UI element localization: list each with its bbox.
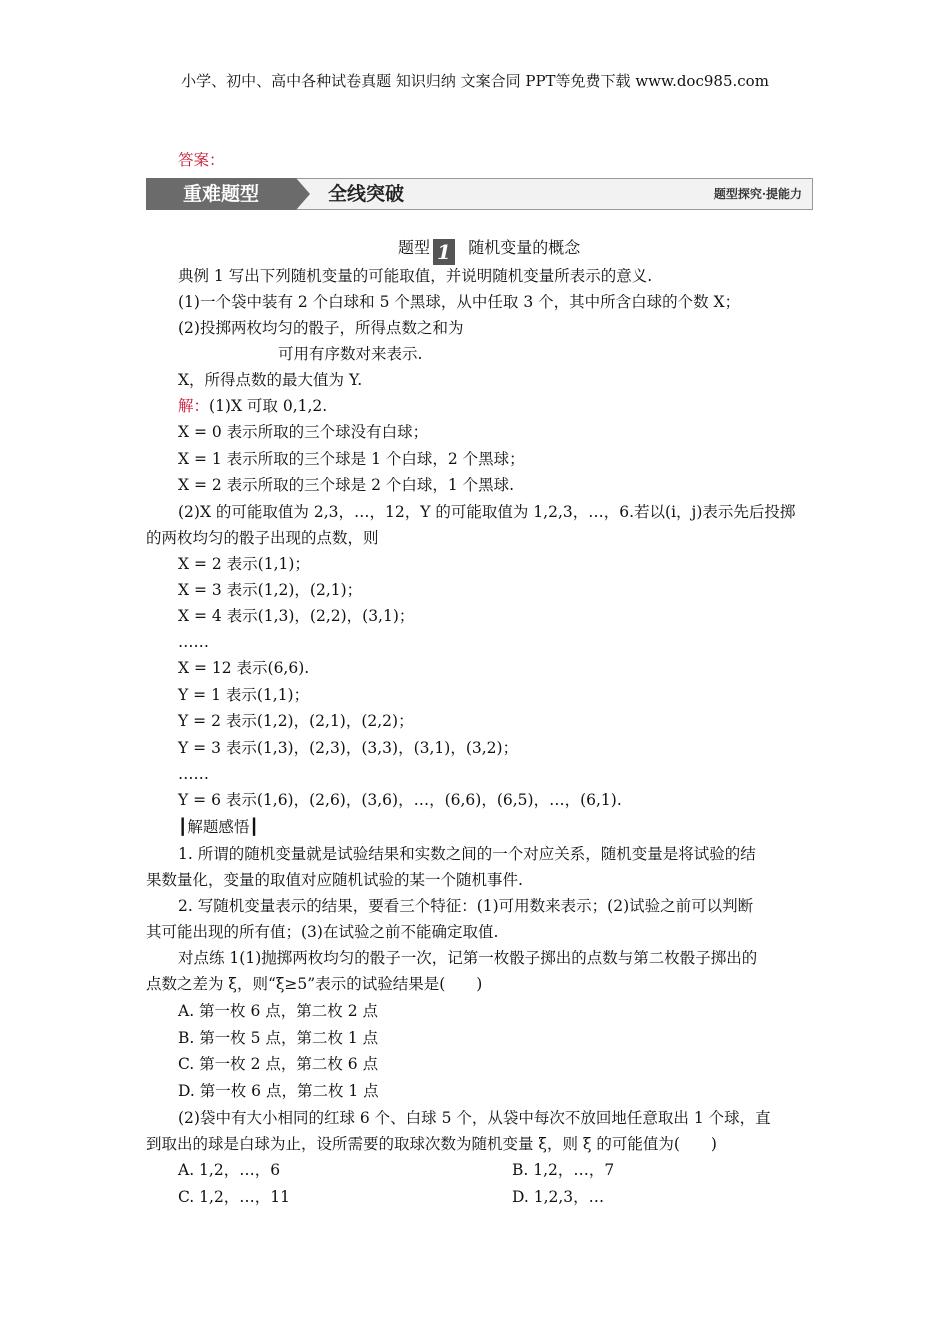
example-statement: 典例 1 写出下列随机变量的可能取值，并说明随机变量所表示的意义. (178, 267, 653, 285)
practice-question-2-cont: 到取出的球是白球为止，设所需要的取球次数为随机变量 ξ，则 ξ 的可能值为( ) (146, 1135, 717, 1153)
topic-heading (398, 238, 580, 265)
insight-line: 其可能出现的所有值；(3)在试验之前不能确定取值. (146, 923, 499, 941)
solution-line: X = 1 表示所取的三个球是 1 个白球，2 个黑球； (178, 450, 525, 468)
banner-chevron (296, 178, 310, 210)
insight-heading: ┃解题感悟┃ (178, 818, 259, 836)
solution-line: Y = 3 表示(1,3)，(2,3)，(3,3)，(3,1)，(3,2)； (178, 739, 519, 757)
page-header: 小学、初中、高中各种试卷真题 知识归纳 文案合同 PPT等免费下载 www.doc985.com (181, 72, 769, 90)
example-part-1: (1)一个袋中装有 2 个白球和 5 个黑球，从中任取 3 个，其中所含白球的个数 X； (178, 293, 741, 311)
solution-line: X = 3 表示(1,2)，(2,1)； (178, 581, 363, 599)
example-part-2: (2)投掷两枚均匀的骰子，所得点数之和为 (178, 319, 464, 337)
topic-prefix: 题型 (398, 238, 431, 257)
insight-line: 2. 写随机变量表示的结果，要看三个特征：(1)可用数来表示；(2)试验之前可以判断 (178, 897, 754, 915)
practice-question-2: (2)袋中有大小相同的红球 6 个、白球 5 个，从袋中每次不放回地任意取出 1 个球，直 (178, 1109, 771, 1127)
option-2-a: A. 1,2，…，6 (178, 1161, 281, 1179)
solution-line: X = 2 表示(1,1)； (178, 555, 310, 573)
example-part-2-cont: X，所得点数的最大值为 Y. (178, 371, 363, 389)
insight-line: 果数量化，变量的取值对应随机试验的某一个随机事件. (146, 871, 523, 889)
practice-question-1: 对点练 1(1)抛掷两枚均匀的骰子一次，记第一枚骰子掷出的点数与第二枚骰子掷出的 (178, 949, 758, 967)
solution-line: Y = 1 表示(1,1)； (178, 686, 310, 704)
banner-subtitle: 全线突破 (328, 183, 405, 205)
solution-line: X = 12 表示(6,6). (178, 659, 310, 677)
banner-title: 重难题型 (146, 178, 296, 210)
topic-number-badge: 1 (433, 239, 455, 265)
solution-line: X = 2 表示所取的三个球是 2 个白球，1 个黑球. (178, 476, 515, 494)
solution-line: (2)X 的可能取值为 2,3，…，12，Y 的可能取值为 1,2,3，…，6.若以(i，j)表示先后投掷 (178, 503, 796, 521)
solution-line-1: 解：(1)X 可取 0,1,2. (178, 397, 328, 415)
solution-line: 的两枚均匀的骰子出现的点数，则 (146, 529, 379, 547)
solution-ellipsis: …… (178, 633, 209, 651)
option-a: A. 第一枚 6 点，第二枚 2 点 (178, 1002, 378, 1020)
option-b: B. 第一枚 5 点，第二枚 1 点 (178, 1029, 379, 1047)
option-2-c: C. 1,2，…，11 (178, 1188, 291, 1206)
option-2-b: B. 1,2，…，7 (512, 1161, 615, 1179)
solution-line: Y = 2 表示(1,2)，(2,1)，(2,2)； (178, 712, 414, 730)
option-c: C. 第一枚 2 点，第二枚 6 点 (178, 1055, 379, 1073)
section-banner (146, 178, 812, 210)
insight-line: 1. 所谓的随机变量就是试验结果和实数之间的一个对应关系，随机变量是将试验的结 (178, 845, 756, 863)
answer-label: 答案： (178, 151, 225, 169)
solution-line: X = 0 表示所取的三个球没有白球； (178, 423, 429, 441)
option-d: D. 第一枚 6 点，第二枚 1 点 (178, 1082, 379, 1100)
banner-tagline: 题型探究·提能力 (713, 187, 802, 201)
option-2-d: D. 1,2,3，… (512, 1188, 605, 1206)
example-part-2-note: 可用有序数对来表示. (278, 345, 423, 363)
solution-line: X = 4 表示(1,3)，(2,2)，(3,1)； (178, 607, 415, 625)
solution-label: 解： (178, 397, 210, 415)
solution-ellipsis: …… (178, 765, 209, 783)
solution-line: Y = 6 表示(1,6)，(2,6)，(3,6)，…，(6,6)，(6,5)，…，(6,1). (178, 791, 622, 809)
practice-question-1-cont: 点数之差为 ξ，则“ξ≥5”表示的试验结果是( ) (146, 975, 483, 993)
topic-title: 随机变量的概念 (468, 238, 581, 257)
